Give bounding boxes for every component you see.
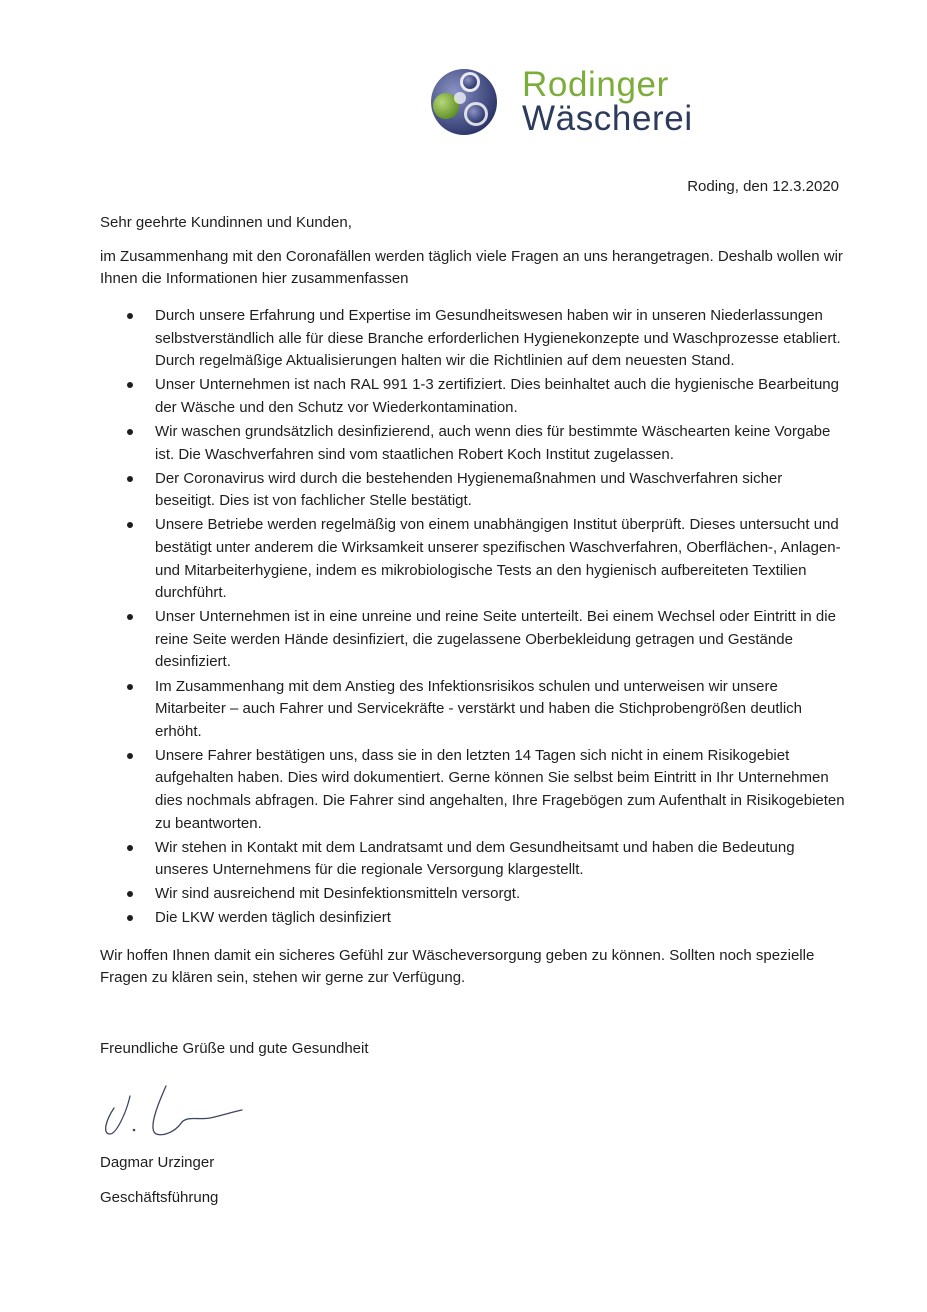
list-item bbox=[100, 374, 845, 419]
list-item bbox=[100, 837, 845, 882]
list-item bbox=[100, 883, 845, 906]
list-item-text: Wir stehen in Kontakt mit dem Landratsamt und dem Gesundheitsamt und haben die Bedeutung unseres Unternehmens für die regionale Versorgung klargestellt. bbox=[155, 838, 795, 879]
list-item-text: Unser Unternehmen ist nach RAL 991 1-3 zertifiziert. Dies beinhaltet auch die hygienische Bearbeitung der Wäsche und den Schutz vor Wiederkontamination. bbox=[155, 376, 839, 416]
list-item-text: Durch unsere Erfahrung und Expertise im Gesundheitswesen haben wir in unseren Niederlassungen selbstverständlich alle für diese Branche erforderlichen Hygienekonzepte und Waschprozesse etabliert. Durch regelmäßige Aktualisierungen halten wir die Richtlinien auf dem neuesten Stand. bbox=[155, 307, 841, 370]
company-logo-mark-icon bbox=[430, 68, 498, 136]
list-item bbox=[100, 676, 845, 744]
bullet-icon bbox=[127, 891, 133, 897]
list-item bbox=[100, 305, 845, 373]
list-item bbox=[100, 468, 845, 513]
bullet-icon bbox=[127, 429, 133, 435]
closing-paragraph: Wir hoffen Ihnen damit ein sicheres Gefühl zur Wäscheversorgung geben zu können. Sollten noch spezielle Fragen zu klären sein, stehen wir gerne zur Verfügung. bbox=[100, 947, 815, 986]
signer-name: Dagmar Urzinger bbox=[100, 1154, 215, 1171]
list-item bbox=[100, 514, 845, 604]
bullet-icon bbox=[127, 614, 133, 620]
list-item bbox=[100, 606, 845, 674]
bullet-icon bbox=[127, 845, 133, 851]
list-item-text: Wir waschen grundsätzlich desinfizierend, auch wenn dies für bestimmte Wäschearten keine Vorgabe ist. Die Waschverfahren sind vom staatlichen Robert Koch Institut zugelassen. bbox=[155, 422, 831, 463]
list-item-text: Unsere Fahrer bestätigen uns, dass sie in den letzten 14 Tagen sich nicht in einem Risikogebiet aufgehalten haben. Dies wird dokumentiert. Gerne können Sie selbst beim Eintritt in Ihr Unternehmen dies nochmals abfragen. Die Fahrer sind angehalten, Ihre Fragebögen zum Aufenthalt in Risikogebieten zu beantworten. bbox=[155, 746, 845, 832]
list-item-text: Im Zusammenhang mit dem Anstieg des Infektionsrisikos schulen und unterweisen wir unsere Mitarbeiter – auch Fahrer und Servicekräfte - verstärkt und haben die Stichprobengrößen deutlich erhöht. bbox=[155, 677, 803, 740]
list-item-text: Die LKW werden täglich desinfiziert bbox=[155, 909, 391, 927]
bullet-icon bbox=[127, 684, 133, 690]
intro-paragraph: im Zusammenhang mit den Coronafällen werden täglich viele Fragen an uns herangetragen. Deshalb wollen wir Ihnen die Informationen hier zusammenfassen bbox=[100, 248, 843, 287]
list-item-text: Der Coronavirus wird durch die bestehenden Hygienemaßnahmen und Waschverfahren sicher beseitigt. Dies ist von fachlicher Stelle bestätigt. bbox=[155, 469, 783, 510]
bullet-icon bbox=[127, 382, 133, 388]
logo-wordmark-line1: Rodinger bbox=[522, 65, 669, 104]
letter-date: Roding, den 12.3.2020 bbox=[687, 178, 839, 195]
logo-wordmark-line2: Wäscherei bbox=[522, 99, 693, 138]
list-item bbox=[100, 907, 845, 930]
salutation: Sehr geehrte Kundinnen und Kunden, bbox=[100, 214, 352, 231]
list-item bbox=[100, 421, 845, 466]
list-item-text: Unsere Betriebe werden regelmäßig von einem unabhängigen Institut überprüft. Dieses untersucht und bestätigt unter anderem die Wirksamkeit unserer spezifischen Waschverfahren, Oberflächen-, Anlagen- und Mitarbeiterhygiene, indem es mikrobiologische Tests an den hygienisch aufbereiteten Textilien durchführt. bbox=[155, 516, 841, 602]
handwritten-signature-icon bbox=[100, 1072, 250, 1144]
bullet-icon bbox=[127, 915, 133, 921]
company-logo bbox=[430, 66, 710, 142]
list-item-text: Unser Unternehmen ist in eine unreine und reine Seite unterteilt. Bei einem Wechsel oder Eintritt in die reine Seite werden Hände desinfiziert, die zugelassene Oberbekleidung getragen und Gestände desinfiziert. bbox=[155, 608, 836, 671]
info-bullet-list bbox=[100, 305, 845, 932]
bullet-icon bbox=[127, 522, 133, 528]
bullet-icon bbox=[127, 753, 133, 759]
bullet-icon bbox=[127, 313, 133, 319]
list-item bbox=[100, 745, 845, 835]
signer-role: Geschäftsführung bbox=[100, 1189, 219, 1206]
list-item-text: Wir sind ausreichend mit Desinfektionsmitteln versorgt. bbox=[155, 885, 521, 903]
bullet-icon bbox=[127, 476, 133, 482]
greeting: Freundliche Grüße und gute Gesundheit bbox=[100, 1040, 369, 1057]
